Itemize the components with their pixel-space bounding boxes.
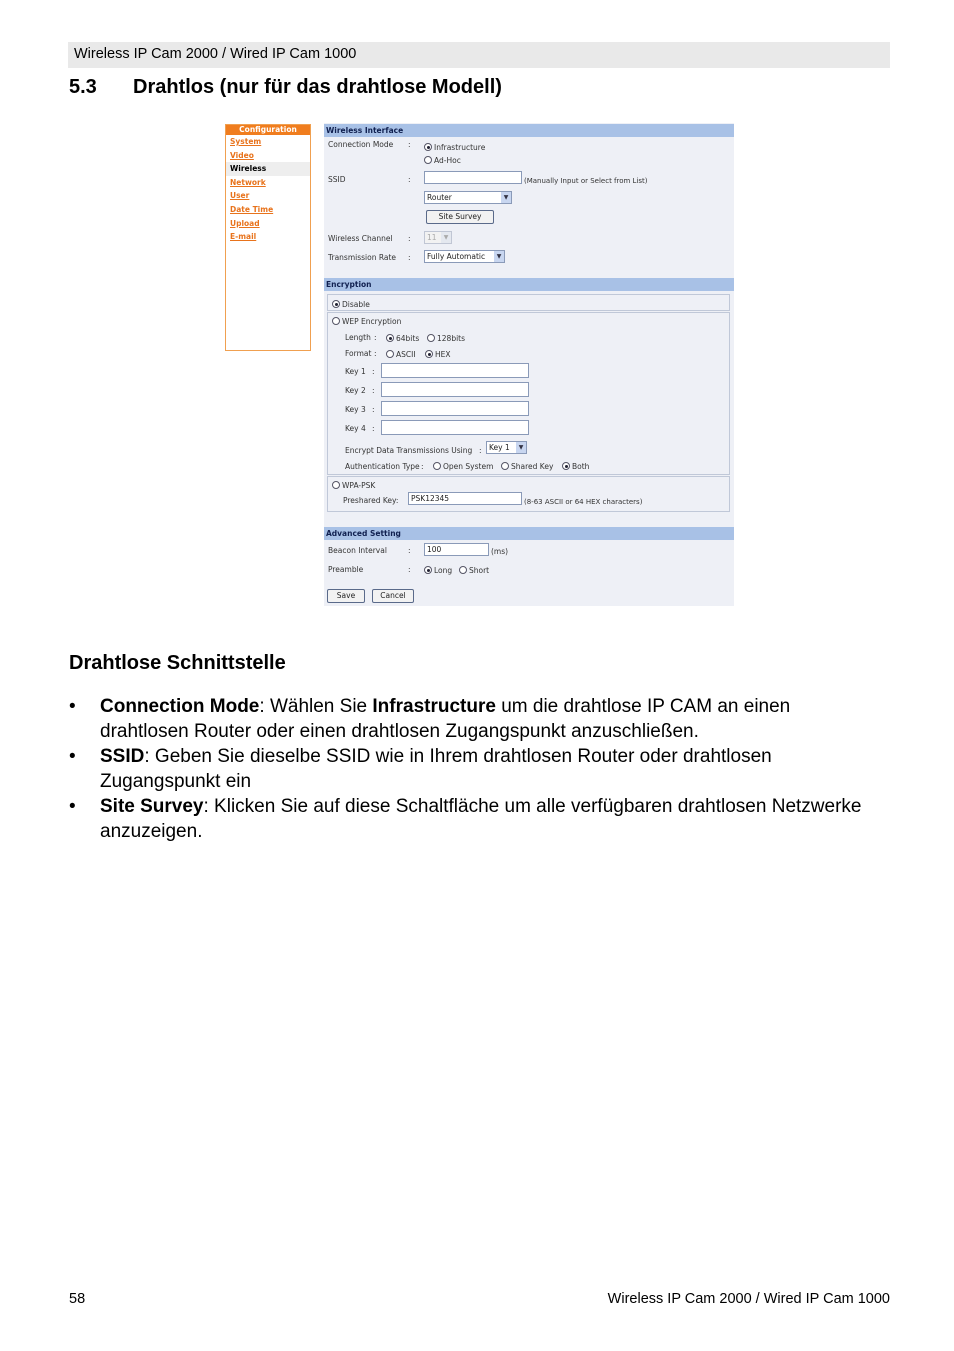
text: : Wählen Sie <box>259 696 373 717</box>
text: : Geben Sie dieselbe SSID wie in Ihrem drahtlosen Router oder drahtlosen Zugangspunkt ein <box>100 746 772 792</box>
ssid-select-value: Router <box>427 193 452 202</box>
colon: : <box>372 405 375 414</box>
preamble-label: Preamble <box>328 565 364 574</box>
colon: : <box>408 140 411 149</box>
subsection-title: Drahtlose Schnittstelle <box>69 652 286 674</box>
sidebar-item-date-time[interactable]: Date Time <box>230 204 274 214</box>
rate-value: Fully Automatic <box>427 252 486 261</box>
encrypt-key-select[interactable] <box>486 441 527 454</box>
radio-hex[interactable] <box>425 350 433 358</box>
wireless-channel-select[interactable] <box>424 231 452 244</box>
wireless-settings-screenshot <box>224 121 736 608</box>
radio-long[interactable] <box>424 566 432 574</box>
channel-value: 11 <box>427 233 437 242</box>
footer-text: Wireless IP Cam 2000 / Wired IP Cam 1000 <box>607 1291 890 1307</box>
disable-label: Disable <box>342 300 370 309</box>
ssid-select[interactable] <box>424 191 512 204</box>
radio-ascii[interactable] <box>386 350 394 358</box>
list-item <box>69 744 869 794</box>
auth-type-label: Authentication Type <box>345 462 420 471</box>
wireless-channel-label: Wireless Channel <box>328 234 393 243</box>
key4-input[interactable] <box>381 420 529 435</box>
encrypt-using-label: Encrypt Data Transmissions Using <box>345 446 473 455</box>
radio-short[interactable] <box>459 566 467 574</box>
encrypt-key-value: Key 1 <box>489 443 510 452</box>
key2-input[interactable] <box>381 382 529 397</box>
advanced-setting-heading: Advanced Setting <box>324 527 734 540</box>
transmission-rate-label: Transmission Rate <box>328 253 397 262</box>
sidebar-item-upload[interactable]: Upload <box>230 218 260 228</box>
list-item <box>69 694 869 744</box>
key3-label: Key 3 <box>345 405 366 414</box>
open-system-label: Open System <box>443 462 494 471</box>
len-64-label: 64bits <box>396 334 420 343</box>
colon: : <box>372 386 375 395</box>
ssid-input[interactable] <box>424 171 522 184</box>
term: Connection Mode <box>100 696 260 717</box>
chevron-down-icon: ▼ <box>516 442 526 453</box>
colon: : <box>408 175 411 184</box>
cancel-button[interactable]: Cancel <box>372 589 414 603</box>
colon: : <box>408 565 411 574</box>
colon: : <box>408 253 411 262</box>
colon: : <box>408 234 411 243</box>
wpa-psk-label: WPA-PSK <box>342 481 376 490</box>
site-survey-button[interactable]: Site Survey <box>426 210 494 224</box>
config-sidebar <box>225 124 311 351</box>
text: : Klicken Sie auf diese Schaltfläche um alle verfügbaren drahtlosen Netzwerke anzuzeigen. <box>100 796 862 842</box>
radio-shared-key[interactable] <box>501 462 509 470</box>
format-label: Format <box>345 349 372 358</box>
page-number: 58 <box>69 1291 86 1307</box>
wpa-box <box>327 476 730 512</box>
colon: : <box>374 349 377 358</box>
encryption-heading: Encryption <box>324 278 734 291</box>
colon: : <box>374 333 377 342</box>
long-label: Long <box>434 566 453 575</box>
chevron-down-icon: ▼ <box>501 192 511 203</box>
chevron-down-icon: ▼ <box>494 251 504 262</box>
key1-input[interactable] <box>381 363 529 378</box>
beacon-interval-input[interactable]: 100 <box>424 543 489 556</box>
radio-open-system[interactable] <box>433 462 441 470</box>
sidebar-item-email[interactable]: E-mail <box>230 232 257 242</box>
chevron-down-icon: ▼ <box>441 232 451 243</box>
sidebar-item-video[interactable]: Video <box>230 150 254 160</box>
bullet-list <box>69 694 869 844</box>
radio-wpa-psk[interactable] <box>332 481 340 489</box>
disable-box <box>327 294 730 311</box>
ascii-label: ASCII <box>396 350 416 359</box>
section-title <box>69 76 502 99</box>
ssid-hint: (Manually Input or Select from List) <box>524 177 648 185</box>
length-label: Length <box>345 333 371 342</box>
key1-label: Key 1 <box>345 367 366 376</box>
list-item <box>69 794 869 844</box>
term: SSID <box>100 746 145 767</box>
key2-label: Key 2 <box>345 386 366 395</box>
preshared-key-hint: (8-63 ASCII or 64 HEX characters) <box>524 498 643 506</box>
adhoc-label: Ad-Hoc <box>434 156 461 165</box>
section-title-text: Drahtlos (nur für das drahtlose Modell) <box>133 76 502 98</box>
preshared-key-label: Preshared Key: <box>343 496 399 505</box>
bullet-symbol: • <box>69 746 76 767</box>
radio-infrastructure[interactable] <box>424 143 432 151</box>
radio-adhoc[interactable] <box>424 156 432 164</box>
colon: : <box>479 446 482 455</box>
radio-both[interactable] <box>562 462 570 470</box>
preshared-key-input[interactable]: PSK12345 <box>408 492 522 505</box>
len-128-label: 128bits <box>437 334 466 343</box>
transmission-rate-select[interactable] <box>424 250 505 263</box>
shared-key-label: Shared Key <box>511 462 554 471</box>
settings-panel <box>324 123 734 606</box>
colon: : <box>408 546 411 555</box>
ssid-label: SSID <box>328 175 346 184</box>
wireless-interface-heading: Wireless Interface <box>324 124 734 137</box>
radio-128bits[interactable] <box>427 334 435 342</box>
bullet-symbol: • <box>69 696 76 717</box>
key3-input[interactable] <box>381 401 529 416</box>
colon: : <box>421 462 424 471</box>
colon: : <box>372 367 375 376</box>
term: Infrastructure <box>372 696 496 717</box>
beacon-interval-label: Beacon Interval <box>328 546 387 555</box>
beacon-unit: (ms) <box>491 547 509 556</box>
short-label: Short <box>469 566 490 575</box>
section-number: 5.3 <box>69 76 97 98</box>
colon: : <box>372 424 375 433</box>
term: Site Survey <box>100 796 204 817</box>
sidebar-item-wireless[interactable]: Wireless <box>226 162 310 176</box>
header-text: Wireless IP Cam 2000 / Wired IP Cam 1000 <box>74 46 357 62</box>
save-button[interactable]: Save <box>327 589 365 603</box>
sidebar-item-system[interactable]: System <box>230 137 262 146</box>
sidebar-item-user[interactable]: User <box>230 191 250 201</box>
sidebar-item-network[interactable]: Network <box>230 177 266 187</box>
connection-mode-label: Connection Mode <box>328 140 394 149</box>
bullet-symbol: • <box>69 796 76 817</box>
infrastructure-label: Infrastructure <box>434 143 486 152</box>
radio-wep[interactable] <box>332 317 340 325</box>
wep-label: WEP Encryption <box>342 317 402 326</box>
radio-disable[interactable] <box>332 300 340 308</box>
config-sidebar-heading: Configuration <box>226 125 310 135</box>
page-header <box>68 42 890 68</box>
both-label: Both <box>572 462 590 471</box>
text: um die drahtlose IP CAM an einen drahtlosen Router oder einen drahtlosen Zugangspunkt anzuschließen. <box>100 696 791 742</box>
hex-label: HEX <box>435 350 451 359</box>
radio-64bits[interactable] <box>386 334 394 342</box>
key4-label: Key 4 <box>345 424 366 433</box>
